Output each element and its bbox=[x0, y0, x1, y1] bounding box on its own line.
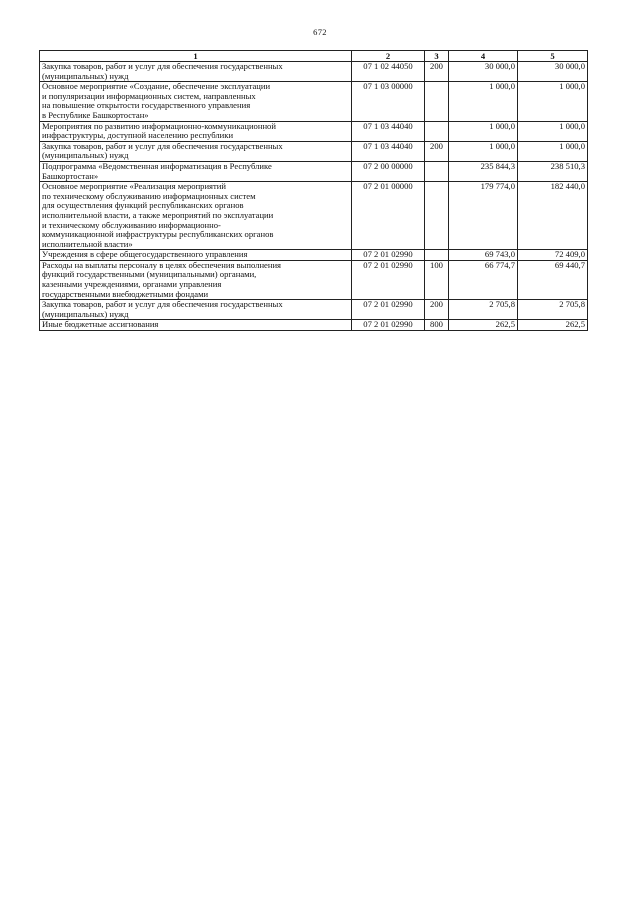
row-sum-year-2: 262,5 bbox=[518, 320, 588, 331]
row-code: 07 1 02 44050 bbox=[352, 62, 425, 82]
row-name: Закупка товаров, работ и услуг для обеспечения государственных (муниципальных) нужд bbox=[40, 62, 352, 82]
table-row bbox=[40, 62, 588, 82]
row-sum-year-1: 1 000,0 bbox=[449, 141, 518, 161]
header-col-4: 4 bbox=[449, 51, 518, 62]
row-code: 07 2 00 00000 bbox=[352, 161, 425, 181]
row-code: 07 1 03 44040 bbox=[352, 121, 425, 141]
row-sum-year-2: 1 000,0 bbox=[518, 121, 588, 141]
row-expense-type bbox=[425, 182, 449, 250]
row-sum-year-1: 30 000,0 bbox=[449, 62, 518, 82]
row-sum-year-1: 66 774,7 bbox=[449, 260, 518, 299]
row-name: Закупка товаров, работ и услуг для обеспечения государственных (муниципальных) нужд bbox=[40, 300, 352, 320]
row-sum-year-1: 179 774,0 bbox=[449, 182, 518, 250]
row-expense-type: 800 bbox=[425, 320, 449, 331]
row-sum-year-1: 262,5 bbox=[449, 320, 518, 331]
row-code: 07 2 01 02990 bbox=[352, 260, 425, 299]
row-name: Основное мероприятие «Реализация мероприятий по техническому обслуживанию информационных систем для осуществления функций республиканских органов исполнительной власти, а также мероприятий по эксплуатации и техническому обслуживанию информационно- коммуникационной инфраструктуры республиканских органов исполнительной власти» bbox=[40, 182, 352, 250]
row-expense-type: 200 bbox=[425, 62, 449, 82]
row-expense-type bbox=[425, 121, 449, 141]
row-name: Мероприятия по развитию информационно-коммуникационной инфраструктуры, доступной населению республики bbox=[40, 121, 352, 141]
row-code: 07 2 01 02990 bbox=[352, 300, 425, 320]
row-name: Расходы на выплаты персоналу в целях обеспечения выполнения функций государственными (муниципальными) органами, казенными учреждениями, органами управления государственными внебюджетными фондами bbox=[40, 260, 352, 299]
page-number: 672 bbox=[313, 27, 327, 37]
budget-table bbox=[39, 50, 588, 331]
table-row bbox=[40, 260, 588, 299]
row-expense-type bbox=[425, 250, 449, 261]
header-col-3: 3 bbox=[425, 51, 449, 62]
row-code: 07 1 03 00000 bbox=[352, 82, 425, 121]
row-sum-year-1: 1 000,0 bbox=[449, 82, 518, 121]
table-row bbox=[40, 82, 588, 121]
table-row bbox=[40, 250, 588, 261]
header-col-1: 1 bbox=[40, 51, 352, 62]
row-code: 07 1 03 44040 bbox=[352, 141, 425, 161]
row-name: Учреждения в сфере общегосударственного управления bbox=[40, 250, 352, 261]
row-sum-year-1: 2 705,8 bbox=[449, 300, 518, 320]
row-sum-year-2: 1 000,0 bbox=[518, 82, 588, 121]
row-name: Закупка товаров, работ и услуг для обеспечения государственных (муниципальных) нужд bbox=[40, 141, 352, 161]
row-sum-year-1: 69 743,0 bbox=[449, 250, 518, 261]
row-code: 07 2 01 02990 bbox=[352, 320, 425, 331]
row-code: 07 2 01 02990 bbox=[352, 250, 425, 261]
header-col-5: 5 bbox=[518, 51, 588, 62]
table-row bbox=[40, 141, 588, 161]
table-body bbox=[40, 62, 588, 331]
row-sum-year-2: 2 705,8 bbox=[518, 300, 588, 320]
row-sum-year-2: 30 000,0 bbox=[518, 62, 588, 82]
table-row bbox=[40, 300, 588, 320]
row-sum-year-2: 182 440,0 bbox=[518, 182, 588, 250]
row-name: Основное мероприятие «Создание, обеспечение эксплуатации и популяризации информационных систем, направленных на повышение открытости государственного управления в Республике Башкортостан» bbox=[40, 82, 352, 121]
table-row bbox=[40, 121, 588, 141]
row-name: Подпрограмма «Ведомственная информатизация в Республике Башкортостан» bbox=[40, 161, 352, 181]
row-sum-year-2: 69 440,7 bbox=[518, 260, 588, 299]
row-expense-type: 200 bbox=[425, 300, 449, 320]
table-row bbox=[40, 161, 588, 181]
row-sum-year-2: 238 510,3 bbox=[518, 161, 588, 181]
row-expense-type bbox=[425, 161, 449, 181]
row-name: Иные бюджетные ассигнования bbox=[40, 320, 352, 331]
row-expense-type bbox=[425, 82, 449, 121]
row-expense-type: 200 bbox=[425, 141, 449, 161]
table-row bbox=[40, 320, 588, 331]
row-sum-year-1: 235 844,3 bbox=[449, 161, 518, 181]
row-sum-year-1: 1 000,0 bbox=[449, 121, 518, 141]
row-expense-type: 100 bbox=[425, 260, 449, 299]
row-sum-year-2: 72 409,0 bbox=[518, 250, 588, 261]
header-row bbox=[40, 51, 588, 62]
table-header bbox=[40, 51, 588, 62]
row-code: 07 2 01 00000 bbox=[352, 182, 425, 250]
header-col-2: 2 bbox=[352, 51, 425, 62]
table-row bbox=[40, 182, 588, 250]
row-sum-year-2: 1 000,0 bbox=[518, 141, 588, 161]
